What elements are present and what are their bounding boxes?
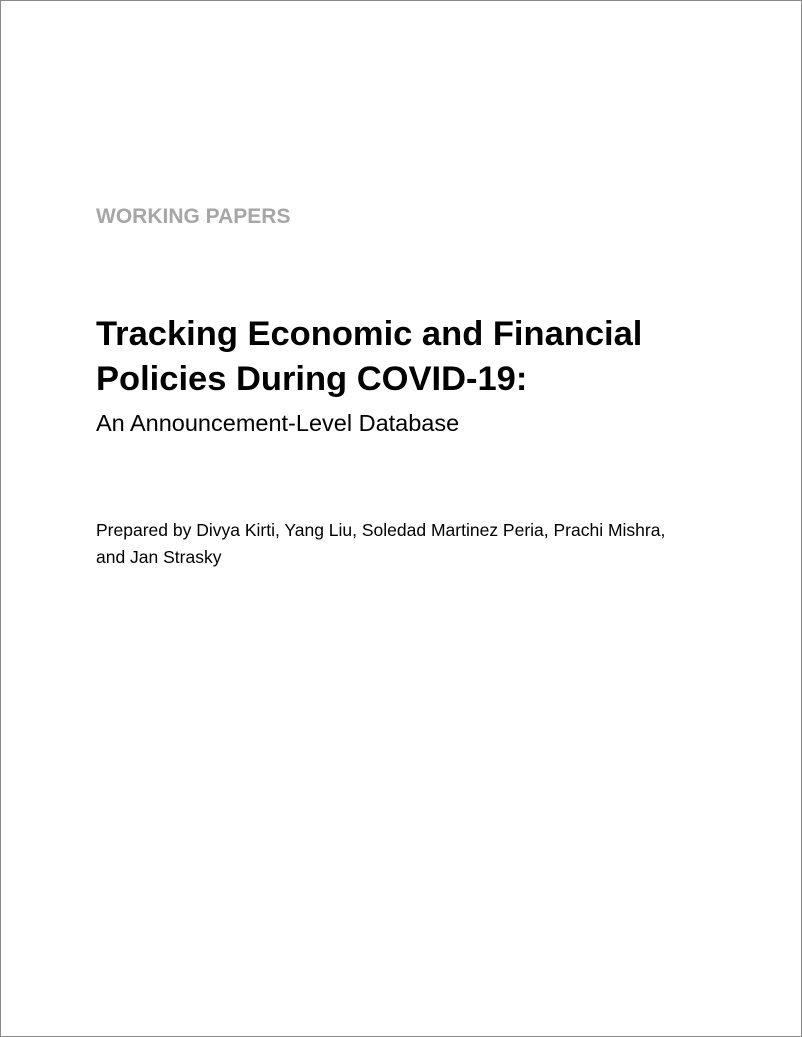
author-list: [96, 517, 776, 571]
author-list-line-1: Prepared by Divya Kirti, Yang Liu, Soledad Martinez Peria, Prachi Mishra,: [96, 520, 666, 540]
paper-subtitle: An Announcement-Level Database: [96, 410, 460, 436]
paper-title: [96, 312, 776, 402]
series-label: WORKING PAPERS: [96, 205, 291, 228]
paper-title-line-2: Policies During COVID-19:: [96, 360, 528, 398]
author-list-line-2: and Jan Strasky: [96, 547, 222, 567]
paper-title-line-1: Tracking Economic and Financial: [96, 315, 643, 353]
